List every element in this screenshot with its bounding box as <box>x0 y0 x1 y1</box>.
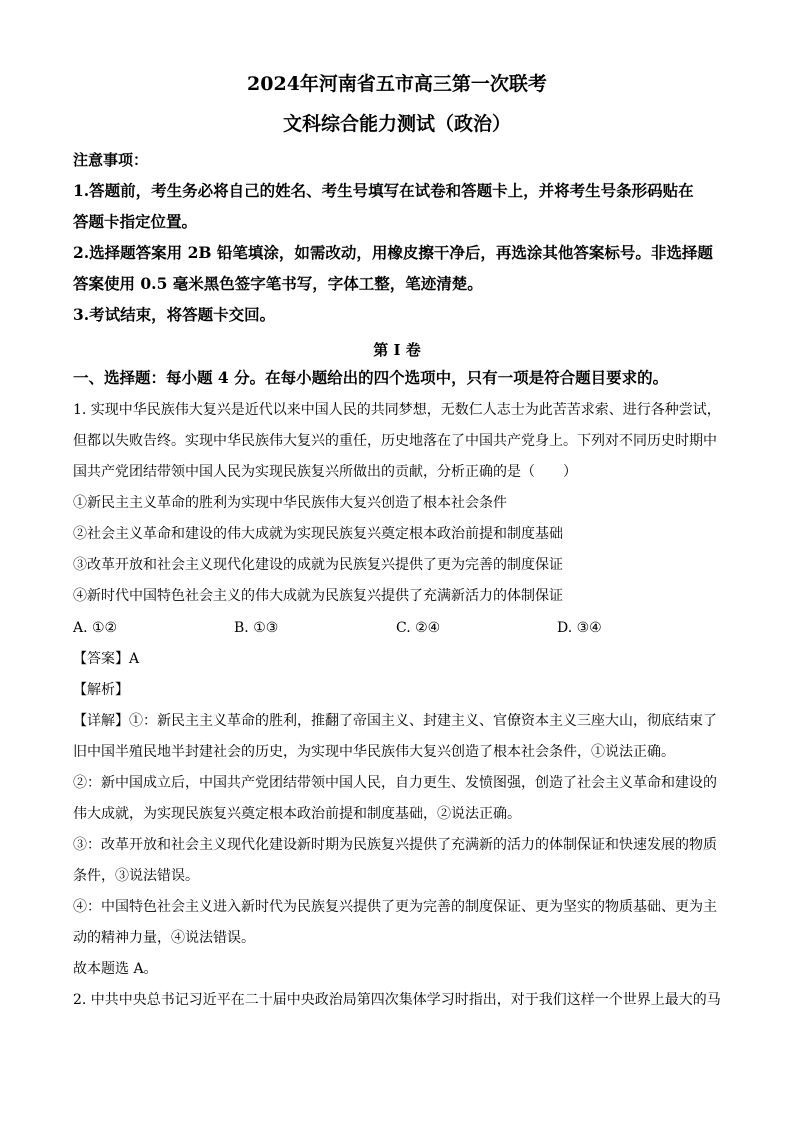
analysis-line: ③：改革开放和社会主义现代化建设新时期为民族复兴提供了充满新的活力的体制保证和快速发展的物质 <box>73 837 717 853</box>
option-d: D. ③④ <box>557 620 602 636</box>
notice-item: 3.考试结束，将答题卡交回。 <box>73 305 276 324</box>
question-stem: 2. 中共中央总书记习近平在二十届中央政治局第四次集体学习时指出，对于我们这样一个世界上最大的马 <box>73 992 721 1008</box>
analysis-line: 条件，③说法错误。 <box>73 868 199 884</box>
exam-subtitle: 文科综合能力测试（政治） <box>282 113 511 135</box>
analysis-line: 动的精神力量，④说法错误。 <box>73 930 255 946</box>
analysis-line: ②：新中国成立后，中国共产党团结带领中国人民，自力更生、发愤图强，创造了社会主义革命和建设的 <box>73 775 717 791</box>
option-b: B. ①③ <box>234 620 279 636</box>
notice-item: 答题卡指定位置。 <box>73 212 198 231</box>
question-stem: 1. 实现中华民族伟大复兴是近代以来中国人民的共同梦想，无数仁人志士为此苦苦求索、进行各种尝试， <box>73 402 721 418</box>
analysis-label: 【解析】 <box>73 682 129 698</box>
statement: ③改革开放和社会主义现代化建设的成就为民族复兴提供了更为完善的制度保证 <box>73 557 563 573</box>
exam-title: 2024年河南省五市高三第一次联考 <box>247 73 547 95</box>
notice-item: 1.答题前，考生务必将自己的姓名、考生号填写在试卷和答题卡上，并将考生号条形码贴在 <box>73 181 694 200</box>
volume-heading: 第 I 卷 <box>373 341 421 359</box>
answer: 【答案】A <box>73 651 140 667</box>
notice-heading: 注意事项： <box>73 151 149 169</box>
analysis-line: 故本题选 A。 <box>73 961 158 977</box>
question-stem: 国共产党团结带领中国人民为实现民族复兴所做出的贡献，分析正确的是（ ） <box>73 464 577 480</box>
analysis-line: 旧中国半殖民地半封建社会的历史，为实现中华民族伟大复兴创造了根本社会条件，①说法正确。 <box>73 744 675 760</box>
analysis-line: 伟大成就，为实现民族复兴奠定根本政治前提和制度基础，②说法正确。 <box>73 806 521 822</box>
analysis-line: ④：中国特色社会主义进入新时代为民族复兴提供了更为完善的制度保证、更为坚实的物质基础、更为主 <box>73 899 717 915</box>
statement: ①新民主主义革命的胜利为实现中华民族伟大复兴创造了根本社会条件 <box>73 495 507 511</box>
statement: ②社会主义革命和建设的伟大成就为实现民族复兴奠定根本政治前提和制度基础 <box>73 526 563 542</box>
question-stem: 但都以失败告终。实现中华民族伟大复兴的重任，历史地落在了中国共产党身上。下列对不同历史时期中 <box>73 433 717 449</box>
analysis-line: 【详解】①：新民主主义革命的胜利，推翻了帝国主义、封建主义、官僚资本主义三座大山，彻底结束了 <box>73 713 717 729</box>
statement: ④新时代中国特色社会主义的伟大成就为民族复兴提供了充满新活力的体制保证 <box>73 588 563 604</box>
option-c: C. ②④ <box>396 620 441 636</box>
notice-item: 2.选择题答案用 2B 铅笔填涂，如需改动，用橡皮擦干净后，再选涂其他答案标号。非选择题 <box>73 243 713 262</box>
notice-item: 答案使用 0.5 毫米黑色签字笔书写，字体工整，笔迹清楚。 <box>73 274 483 293</box>
option-a: A. ①② <box>73 620 118 636</box>
section-heading: 一、选择题：每小题 4 分。在每小题给出的四个选项中，只有一项是符合题目要求的。 <box>73 368 669 387</box>
